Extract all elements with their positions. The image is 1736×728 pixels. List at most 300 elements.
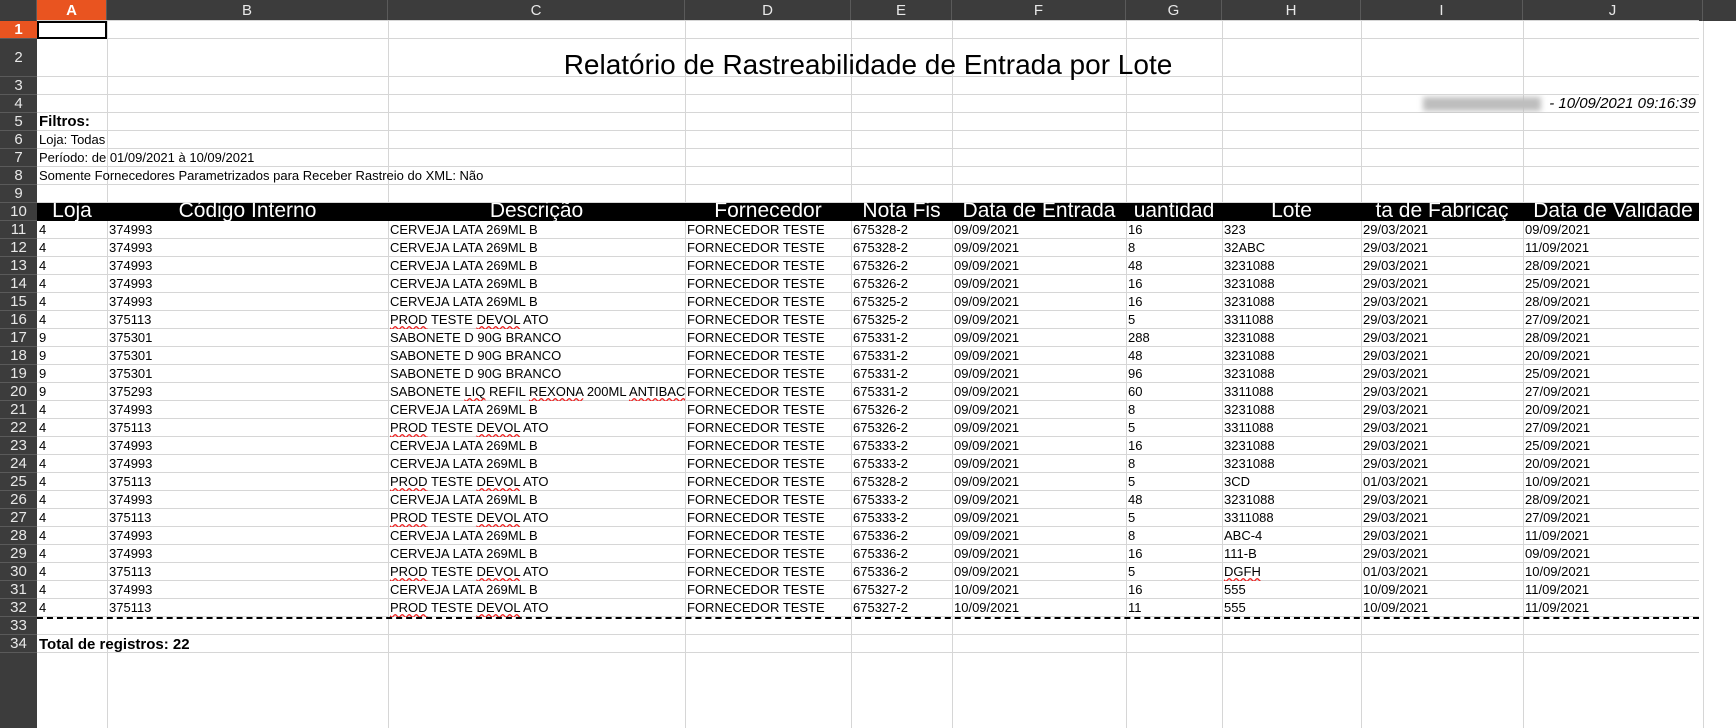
table-cell[interactable]: 25/09/2021 <box>1525 366 1591 381</box>
table-cell[interactable]: FORNECEDOR TESTE <box>687 492 825 507</box>
column-header-i[interactable]: I <box>1361 0 1523 21</box>
row-header-18[interactable]: 18 <box>0 347 37 365</box>
table-cell[interactable]: FORNECEDOR TESTE <box>687 366 825 381</box>
table-cell[interactable]: 3311088 <box>1224 420 1274 435</box>
table-cell[interactable]: 28/09/2021 <box>1525 330 1591 345</box>
table-cell[interactable]: 374993 <box>109 492 153 507</box>
table-cell[interactable]: 675333-2 <box>853 492 908 507</box>
table-cell[interactable]: SABONETE D 90G BRANCO <box>390 366 562 381</box>
table-cell[interactable]: 29/03/2021 <box>1363 546 1429 561</box>
table-cell[interactable]: 29/03/2021 <box>1363 294 1429 309</box>
table-cell[interactable]: CERVEJA LATA 269ML B <box>390 222 538 237</box>
table-cell[interactable]: 3231088 <box>1224 348 1275 363</box>
table-cell[interactable]: 374993 <box>109 582 153 597</box>
table-header-cell[interactable]: Código Interno <box>178 200 317 221</box>
cell-word: DEVOL <box>476 600 521 615</box>
table-cell[interactable]: 29/03/2021 <box>1363 438 1429 453</box>
row-header-5[interactable]: 5 <box>0 113 37 131</box>
row-header-3[interactable]: 3 <box>0 77 37 95</box>
table-cell[interactable]: 60 <box>1128 384 1143 399</box>
row-header-24[interactable]: 24 <box>0 455 37 473</box>
table-cell[interactable]: 4 <box>39 510 47 525</box>
row-header-28[interactable]: 28 <box>0 527 37 545</box>
table-cell[interactable]: 375113 <box>109 474 152 489</box>
total-records[interactable]: Total de registros: 22 <box>39 636 190 653</box>
table-cell[interactable]: 3231088 <box>1224 402 1275 417</box>
table-cell[interactable]: 374993 <box>109 294 153 309</box>
table-cell[interactable]: 09/09/2021 <box>954 456 1020 471</box>
table-cell[interactable]: FORNECEDOR TESTE <box>687 600 825 615</box>
table-cell[interactable]: CERVEJA LATA 269ML B <box>390 258 538 273</box>
table-cell[interactable]: FORNECEDOR TESTE <box>687 582 825 597</box>
table-cell[interactable]: FORNECEDOR TESTE <box>687 546 825 561</box>
table-cell[interactable]: 28/09/2021 <box>1525 492 1591 507</box>
cell-word: DEVOL <box>476 474 521 489</box>
table-cell[interactable]: CERVEJA LATA 269ML B <box>390 294 538 309</box>
table-cell[interactable]: 555 <box>1224 600 1246 615</box>
table-cell[interactable]: 16 <box>1128 276 1143 291</box>
table-cell[interactable]: 675328-2 <box>853 222 908 237</box>
table-cell[interactable]: CERVEJA LATA 269ML B <box>390 582 538 597</box>
table-cell[interactable] <box>388 599 685 617</box>
table-cell[interactable]: 16 <box>1128 222 1143 237</box>
table-cell[interactable]: 16 <box>1128 294 1143 309</box>
cell-word: ATO <box>522 312 549 327</box>
table-cell[interactable]: 09/09/2021 <box>954 348 1020 363</box>
table-cell[interactable]: 3231088 <box>1224 366 1275 381</box>
row-header-21[interactable]: 21 <box>0 401 37 419</box>
table-cell[interactable]: 10/09/2021 <box>954 582 1020 597</box>
table-cell[interactable]: CERVEJA LATA 269ML B <box>390 438 538 453</box>
column-header-c[interactable]: C <box>388 0 685 21</box>
table-cell[interactable]: 675336-2 <box>853 564 908 579</box>
table-cell[interactable]: 4 <box>39 258 47 273</box>
table-cell[interactable]: FORNECEDOR TESTE <box>687 258 825 273</box>
column-header-e[interactable]: E <box>851 0 952 21</box>
table-cell[interactable]: 29/03/2021 <box>1363 222 1429 237</box>
cell-word: SABONETE <box>390 384 461 399</box>
table-cell[interactable]: FORNECEDOR TESTE <box>687 456 825 471</box>
table-cell[interactable]: 09/09/2021 <box>954 222 1020 237</box>
row-header-2[interactable]: 2 <box>0 39 37 77</box>
table-cell[interactable]: CERVEJA LATA 269ML B <box>390 546 538 561</box>
table-cell[interactable]: 10/09/2021 <box>1525 474 1591 489</box>
table-cell[interactable]: 4 <box>39 420 47 435</box>
table-cell[interactable]: 27/09/2021 <box>1525 420 1591 435</box>
row-header-17[interactable]: 17 <box>0 329 37 347</box>
table-cell[interactable]: 5 <box>1128 420 1136 435</box>
row-header-7[interactable]: 7 <box>0 149 37 167</box>
table-cell[interactable]: 4 <box>39 402 47 417</box>
table-cell[interactable]: 09/09/2021 <box>954 276 1020 291</box>
table-cell[interactable]: 5 <box>1128 564 1136 579</box>
table-cell[interactable]: 3231088 <box>1224 294 1275 309</box>
table-cell[interactable]: 3231088 <box>1224 492 1275 507</box>
row-header-4[interactable]: 4 <box>0 95 37 113</box>
cell-word: PROD <box>390 510 428 525</box>
table-cell[interactable]: 09/09/2021 <box>954 510 1020 525</box>
row-header-13[interactable]: 13 <box>0 257 37 275</box>
table-cell[interactable]: 11/09/2021 <box>1525 528 1590 543</box>
table-cell[interactable]: FORNECEDOR TESTE <box>687 474 825 489</box>
table-cell[interactable]: 3231088 <box>1224 258 1275 273</box>
table-cell[interactable]: 675326-2 <box>853 258 908 273</box>
grid-hline <box>37 148 1699 149</box>
table-cell[interactable]: 8 <box>1128 402 1136 417</box>
table-cell[interactable]: 4 <box>39 582 47 597</box>
blurred-username <box>1423 97 1541 111</box>
table-cell[interactable]: FORNECEDOR TESTE <box>687 564 825 579</box>
table-cell[interactable]: 4 <box>39 600 47 615</box>
row-header-32[interactable]: 32 <box>0 599 37 617</box>
table-cell[interactable]: 675326-2 <box>853 420 908 435</box>
table-cell[interactable]: 09/09/2021 <box>954 474 1020 489</box>
table-cell[interactable]: 375113 <box>109 564 152 579</box>
table-cell[interactable]: 374993 <box>109 438 153 453</box>
table-cell[interactable]: 675336-2 <box>853 546 908 561</box>
table-cell[interactable]: FORNECEDOR TESTE <box>687 348 825 363</box>
table-cell[interactable]: 48 <box>1128 348 1143 363</box>
filter-fornecedores[interactable]: Somente Fornecedores Parametrizados para Receber Rastreio do XML: Não <box>39 168 484 183</box>
table-cell[interactable]: 3231088 <box>1224 330 1275 345</box>
table-cell[interactable]: 48 <box>1128 258 1143 273</box>
table-cell[interactable]: 374993 <box>109 276 153 291</box>
table-cell[interactable]: 375301 <box>109 348 153 363</box>
row-header-8[interactable]: 8 <box>0 167 37 185</box>
table-cell[interactable]: 27/09/2021 <box>1525 510 1591 525</box>
row-header-29[interactable]: 29 <box>0 545 37 563</box>
table-cell[interactable]: 09/09/2021 <box>954 366 1020 381</box>
row-header-1[interactable]: 1 <box>0 21 37 39</box>
table-cell[interactable]: SABONETE D 90G BRANCO <box>390 348 562 363</box>
row-header-25[interactable]: 25 <box>0 473 37 491</box>
table-cell[interactable]: 29/03/2021 <box>1363 366 1429 381</box>
table-cell[interactable]: 4 <box>39 456 47 471</box>
table-cell[interactable]: 675328-2 <box>853 240 908 255</box>
table-cell[interactable]: 28/09/2021 <box>1525 258 1591 273</box>
table-cell[interactable]: 16 <box>1128 582 1143 597</box>
table-cell[interactable]: 28/09/2021 <box>1525 294 1591 309</box>
filter-periodo[interactable]: Período: de 01/09/2021 à 10/09/2021 <box>39 150 255 165</box>
table-cell[interactable]: 4 <box>39 492 47 507</box>
table-cell[interactable]: 25/09/2021 <box>1525 438 1591 453</box>
table-cell[interactable]: 675331-2 <box>853 384 908 399</box>
table-cell[interactable]: 675328-2 <box>853 474 908 489</box>
table-cell[interactable]: FORNECEDOR TESTE <box>687 402 825 417</box>
table-cell[interactable]: 8 <box>1128 456 1136 471</box>
table-cell[interactable]: FORNECEDOR TESTE <box>687 330 825 345</box>
table-cell[interactable]: 96 <box>1128 366 1143 381</box>
table-cell[interactable]: 374993 <box>109 546 153 561</box>
table-cell[interactable]: 3231088 <box>1224 276 1275 291</box>
spreadsheet-grid[interactable] <box>37 21 1699 728</box>
table-cell[interactable]: 09/09/2021 <box>1525 546 1591 561</box>
table-cell[interactable]: 4 <box>39 438 47 453</box>
table-cell[interactable]: 29/03/2021 <box>1363 348 1429 363</box>
table-cell[interactable]: 4 <box>39 474 47 489</box>
row-header-22[interactable]: 22 <box>0 419 37 437</box>
table-cell[interactable]: CERVEJA LATA 269ML B <box>390 492 538 507</box>
table-cell[interactable]: 29/03/2021 <box>1363 402 1429 417</box>
table-cell[interactable]: 675327-2 <box>853 600 908 615</box>
table-cell[interactable]: 20/09/2021 <box>1525 348 1591 363</box>
table-cell[interactable]: 29/03/2021 <box>1363 420 1429 435</box>
table-header-cell[interactable]: Nota Fis <box>862 200 941 221</box>
cell-word: PROD <box>390 312 428 327</box>
table-cell[interactable]: 4 <box>39 294 47 309</box>
table-cell[interactable]: 4 <box>39 564 47 579</box>
column-header-j[interactable]: J <box>1523 0 1703 21</box>
table-cell[interactable]: 3311088 <box>1224 510 1274 525</box>
table-cell[interactable]: 09/09/2021 <box>954 528 1020 543</box>
table-cell[interactable]: 25/09/2021 <box>1525 276 1591 291</box>
table-cell[interactable]: 09/09/2021 <box>954 420 1020 435</box>
table-cell[interactable]: FORNECEDOR TESTE <box>687 510 825 525</box>
table-cell[interactable]: 675326-2 <box>853 402 908 417</box>
user-datetime[interactable] <box>1227 95 1699 113</box>
table-cell[interactable]: 8 <box>1128 528 1136 543</box>
row-header-15[interactable]: 15 <box>0 293 37 311</box>
row-header-26[interactable]: 26 <box>0 491 37 509</box>
table-cell[interactable]: 29/03/2021 <box>1363 258 1429 273</box>
cell-word: 200ML <box>586 384 627 399</box>
table-header-cell[interactable]: uantidad <box>1133 200 1215 221</box>
table-cell[interactable]: 10/09/2021 <box>1363 600 1429 615</box>
table-header-cell[interactable]: Descrição <box>489 200 584 221</box>
table-cell[interactable]: 375113 <box>109 312 152 327</box>
table-cell[interactable]: 29/03/2021 <box>1363 276 1429 291</box>
table-cell[interactable]: 3CD <box>1224 474 1251 489</box>
table-cell[interactable]: 374993 <box>109 402 153 417</box>
table-cell[interactable]: SABONETE D 90G BRANCO <box>390 330 562 345</box>
table-cell[interactable] <box>388 383 685 401</box>
table-cell[interactable]: FORNECEDOR TESTE <box>687 294 825 309</box>
table-cell[interactable]: 374993 <box>109 528 153 543</box>
table-cell[interactable]: 09/09/2021 <box>954 492 1020 507</box>
table-cell[interactable]: 9 <box>39 366 47 381</box>
column-header-b[interactable]: B <box>107 0 388 21</box>
row-header-10[interactable]: 10 <box>0 203 37 221</box>
table-cell[interactable]: FORNECEDOR TESTE <box>687 384 825 399</box>
table-cell[interactable]: 09/09/2021 <box>954 384 1020 399</box>
table-cell[interactable]: 11/09/2021 <box>1525 582 1590 597</box>
table-cell[interactable]: FORNECEDOR TESTE <box>687 240 825 255</box>
table-cell[interactable]: 9 <box>39 348 47 363</box>
table-cell[interactable]: 29/03/2021 <box>1363 510 1429 525</box>
report-title[interactable]: Relatório de Rastreabilidade de Entrada por Lote <box>563 49 1173 80</box>
table-cell[interactable]: 8 <box>1128 240 1136 255</box>
table-cell[interactable]: 3231088 <box>1224 456 1275 471</box>
table-cell[interactable]: 323 <box>1224 222 1246 237</box>
table-cell[interactable]: 375301 <box>109 330 153 345</box>
row-header-23[interactable]: 23 <box>0 437 37 455</box>
table-cell[interactable]: 675333-2 <box>853 438 908 453</box>
table-cell[interactable]: 11 <box>1128 600 1142 615</box>
table-cell[interactable]: FORNECEDOR TESTE <box>687 222 825 237</box>
table-cell[interactable]: 16 <box>1128 546 1143 561</box>
table-cell[interactable]: 01/03/2021 <box>1363 474 1429 489</box>
table-cell[interactable]: 20/09/2021 <box>1525 402 1591 417</box>
table-cell[interactable]: 4 <box>39 312 47 327</box>
row-header-27[interactable]: 27 <box>0 509 37 527</box>
row-header-9[interactable]: 9 <box>0 185 37 203</box>
grid-hline <box>37 634 1699 635</box>
table-cell[interactable]: 4 <box>39 240 47 255</box>
table-cell[interactable]: CERVEJA LATA 269ML B <box>390 528 538 543</box>
table-cell[interactable]: 675336-2 <box>853 528 908 543</box>
table-cell[interactable] <box>388 419 685 437</box>
table-cell[interactable]: 10/09/2021 <box>1525 564 1591 579</box>
table-cell[interactable]: 375113 <box>109 420 152 435</box>
row-header-31[interactable]: 31 <box>0 581 37 599</box>
table-cell[interactable]: 09/09/2021 <box>954 438 1020 453</box>
filters-label[interactable]: Filtros: <box>39 113 90 130</box>
table-cell[interactable]: 555 <box>1224 582 1246 597</box>
table-cell[interactable]: 374993 <box>109 456 153 471</box>
table-cell[interactable]: 09/09/2021 <box>954 546 1020 561</box>
filter-loja[interactable]: Loja: Todas <box>39 132 106 147</box>
table-header-cell[interactable]: ta de Fabricaç <box>1375 200 1509 221</box>
grid-hline <box>37 130 1699 131</box>
table-cell[interactable] <box>388 473 685 491</box>
row-header-30[interactable]: 30 <box>0 563 37 581</box>
table-cell[interactable]: 675333-2 <box>853 510 908 525</box>
table-cell[interactable]: FORNECEDOR TESTE <box>687 438 825 453</box>
table-cell[interactable]: 10/09/2021 <box>1363 582 1429 597</box>
table-cell[interactable]: CERVEJA LATA 269ML B <box>390 276 538 291</box>
table-cell[interactable]: 27/09/2021 <box>1525 312 1591 327</box>
table-cell[interactable] <box>388 509 685 527</box>
table-cell[interactable]: 4 <box>39 546 47 561</box>
table-cell[interactable]: 01/03/2021 <box>1363 564 1429 579</box>
table-cell[interactable]: 4 <box>39 276 47 291</box>
table-cell[interactable]: 4 <box>39 222 47 237</box>
table-cell[interactable] <box>388 311 685 329</box>
table-cell[interactable] <box>388 563 685 581</box>
grid-hline <box>37 652 1699 653</box>
table-cell[interactable]: 11/09/2021 <box>1525 600 1590 615</box>
column-header-f[interactable]: F <box>952 0 1126 21</box>
table-cell[interactable]: 9 <box>39 384 47 399</box>
table-cell[interactable]: 675327-2 <box>853 582 908 597</box>
table-cell[interactable]: FORNECEDOR TESTE <box>687 276 825 291</box>
table-cell[interactable]: ABC-4 <box>1224 528 1263 543</box>
table-cell[interactable]: 5 <box>1128 312 1136 327</box>
row-header-34[interactable]: 34 <box>0 635 37 653</box>
table-cell[interactable]: 374993 <box>109 258 153 273</box>
table-cell[interactable]: 09/09/2021 <box>954 294 1020 309</box>
table-cell[interactable]: 29/03/2021 <box>1363 330 1429 345</box>
table-cell[interactable]: 675326-2 <box>853 276 908 291</box>
table-cell[interactable]: 09/09/2021 <box>954 258 1020 273</box>
table-header-cell[interactable]: Lote <box>1271 200 1312 221</box>
table-cell[interactable]: 29/03/2021 <box>1363 456 1429 471</box>
table-cell[interactable]: 20/09/2021 <box>1525 456 1591 471</box>
cell-word: PROD <box>390 474 428 489</box>
table-cell[interactable]: 09/09/2021 <box>954 312 1020 327</box>
table-cell[interactable]: 5 <box>1128 510 1136 525</box>
table-cell[interactable]: 09/09/2021 <box>954 564 1020 579</box>
table-cell[interactable]: 675333-2 <box>853 456 908 471</box>
table-cell[interactable]: 374993 <box>109 222 153 237</box>
table-cell[interactable]: CERVEJA LATA 269ML B <box>390 240 538 255</box>
table-cell[interactable]: 3231088 <box>1224 438 1275 453</box>
table-cell[interactable]: 675331-2 <box>853 366 908 381</box>
table-cell[interactable]: 675325-2 <box>853 312 908 327</box>
row-header-6[interactable]: 6 <box>0 131 37 149</box>
table-cell[interactable]: 09/09/2021 <box>954 240 1020 255</box>
column-header-h[interactable]: H <box>1222 0 1361 21</box>
active-cell-cursor[interactable] <box>37 21 107 39</box>
table-cell[interactable] <box>1222 563 1361 581</box>
cell-word: TESTE <box>430 312 473 327</box>
table-header-cell[interactable]: Data de Validade <box>1533 200 1693 221</box>
column-header-d[interactable]: D <box>685 0 851 21</box>
table-cell[interactable]: FORNECEDOR TESTE <box>687 420 825 435</box>
table-cell[interactable]: FORNECEDOR TESTE <box>687 312 825 327</box>
column-header-a[interactable]: A <box>37 0 107 21</box>
select-all-corner[interactable] <box>0 0 37 21</box>
table-cell[interactable]: 32ABC <box>1224 240 1266 255</box>
table-cell[interactable]: 29/03/2021 <box>1363 312 1429 327</box>
table-cell[interactable]: 29/03/2021 <box>1363 384 1429 399</box>
table-cell[interactable]: 675331-2 <box>853 348 908 363</box>
row-header-19[interactable]: 19 <box>0 365 37 383</box>
table-cell[interactable]: 3311088 <box>1224 312 1274 327</box>
table-cell[interactable]: FORNECEDOR TESTE <box>687 528 825 543</box>
table-header-cell[interactable]: Data de Entrada <box>962 200 1116 221</box>
row-header-14[interactable]: 14 <box>0 275 37 293</box>
table-cell[interactable]: 675331-2 <box>853 330 908 345</box>
table-cell[interactable]: 5 <box>1128 474 1136 489</box>
table-cell[interactable]: CERVEJA LATA 269ML B <box>390 456 538 471</box>
table-cell[interactable]: 10/09/2021 <box>954 600 1020 615</box>
table-cell[interactable]: 375113 <box>109 510 152 525</box>
table-cell[interactable]: 09/09/2021 <box>954 330 1020 345</box>
row-header-33[interactable]: 33 <box>0 617 37 635</box>
table-cell[interactable]: 11/09/2021 <box>1525 240 1590 255</box>
table-cell[interactable]: 288 <box>1128 330 1150 345</box>
table-cell[interactable]: 09/09/2021 <box>1525 222 1591 237</box>
table-header-cell[interactable]: Loja <box>52 200 92 221</box>
row-header-12[interactable]: 12 <box>0 239 37 257</box>
table-cell[interactable]: 4 <box>39 528 47 543</box>
cell-word: DEVOL <box>476 510 521 525</box>
table-cell[interactable]: 9 <box>39 330 47 345</box>
row-header-16[interactable]: 16 <box>0 311 37 329</box>
table-cell[interactable]: 375301 <box>109 366 153 381</box>
table-cell[interactable]: 29/03/2021 <box>1363 240 1429 255</box>
table-cell[interactable]: 3311088 <box>1224 384 1274 399</box>
table-cell[interactable]: 27/09/2021 <box>1525 384 1591 399</box>
cell-word: LIQ <box>464 384 486 399</box>
table-cell[interactable]: 29/03/2021 <box>1363 528 1429 543</box>
table-cell[interactable]: 111-B <box>1224 546 1257 561</box>
table-cell[interactable]: 375113 <box>109 600 152 615</box>
table-cell[interactable]: 675325-2 <box>853 294 908 309</box>
row-header-20[interactable]: 20 <box>0 383 37 401</box>
table-cell[interactable]: 374993 <box>109 240 153 255</box>
column-header-g[interactable]: G <box>1126 0 1222 21</box>
table-cell[interactable]: 48 <box>1128 492 1143 507</box>
table-header-cell[interactable]: Fornecedor <box>714 200 822 221</box>
table-cell[interactable]: 16 <box>1128 438 1143 453</box>
row-header-11[interactable]: 11 <box>0 221 37 239</box>
table-cell[interactable]: CERVEJA LATA 269ML B <box>390 402 538 417</box>
table-cell[interactable]: 375293 <box>109 384 153 399</box>
table-cell[interactable]: 29/03/2021 <box>1363 492 1429 507</box>
table-cell[interactable]: 09/09/2021 <box>954 402 1020 417</box>
